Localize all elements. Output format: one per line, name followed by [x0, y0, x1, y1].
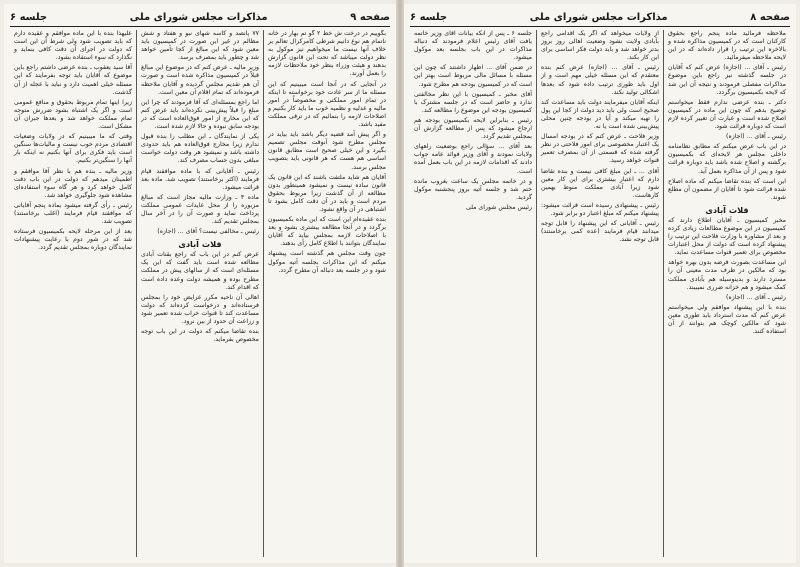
paragraph: اهالی آن ناحیه مکرر عرایض خود را بمجلس فرستاده‌اند و درخواست کرده‌اند که دولت مساعدت کند تا قنوات خراب شده تعمیر شود و زراعت آن حدود از بین نرود. — [141, 293, 259, 325]
paragraph: چون وقت مجلس هم گذشته است پیشنهاد میکنم که این مذاکرات بجلسه آتیه موکول شود و در جلسه بعد دنباله آن مطرح گردد. — [268, 250, 386, 274]
paragraph: اما راجع بمسئله‌ای که آقا فرمودند که چرا این مبلغ را قبلاً پیش‌بینی نکرده‌اند باید عرض کنم که این مخارج از امور فوق‌العاده است که در بودجه سابق نبوده و حالا لازم شده است. — [141, 98, 259, 131]
right-page-number: صفحه ۸ — [750, 11, 790, 23]
section-subheading: قلات آبادی — [705, 204, 749, 215]
paragraph: و اگر پیش آمد قضیه دیگر باشد باید بیاید در مجلس مطرح شود آنوقت مجلس تصمیم بگیرد و این خیلی صحیح است مطابق قانون اساسی هم هست که هر قانونی باید بتصویب مجلس برسد. — [268, 131, 386, 171]
paragraph: رئیس ـ مخالفی نیست؟ آقای ... (اجازه) — [157, 228, 259, 236]
paragraph: مخبر کمیسیون ـ آقایان اطلاع دارند که کمیسیون در این موضوع مطالعات زیادی کرده و بعد از مشاوره با وزارت فلاحت این ترتیب را پیشنهاد کرده است که دولت از محل اعتبارات مخصوص برای تعمیر قنوات مساعدت نماید. — [668, 216, 786, 257]
left-column-2 — [137, 30, 264, 557]
paragraph: آقای مخبر ـ کمیسیون با این نظر مخالفتی ندارد و حاضر است که در جلسه مشترک با کمیسیون بودجه این موضوع را مطالعه کند. — [414, 90, 532, 114]
paragraph: آقای ... ـ این مبلغ کافی نیست و بنده تقاضا دارم که اعتبار بیشتری برای این کار معین شود زیرا آبادی مملکت منوط بهمین کارهاست. — [541, 167, 659, 199]
right-column-3 — [410, 30, 537, 557]
section-subheading: قلات آبادی — [178, 239, 222, 250]
right-session-label: جلسه ۶ — [410, 11, 448, 23]
paragraph: رئیس ـ رأی گرفته میشود بماده پنجم آقایانی که موافقند قیام فرمایند (اغلب برخاستند) تصویب شد. — [14, 201, 132, 226]
paragraph: رئیس ـ آقای ... (اجازه) — [726, 133, 786, 141]
paragraph: رئیس ـ پیشنهادی رسیده است قرائت میشود: پیشنهاد میکنم که مبلغ اعتبار دو برابر شود. — [541, 201, 659, 217]
paragraph: عرض کنم در این باب که راجع بقنات آبادی مطالعه شده است باید گفت که این یک مسئله‌ای است که از سالهای پیش در مملکت مطرح بوده و همیشه دولت وعده داده است که اقدام کند. — [141, 251, 259, 291]
paragraph: آقایان هم شاید ملتفت باشند که این قانون یک قانون ساده نیست و نمیشود همینطور بدون مطالعه از آن گذشت زیرا مربوط بحقوق مردم است و باید در آن دقت کامل بشود تا اشتباهی در آن واقع نشود. — [268, 173, 386, 213]
left-page-number: صفحه ۹ — [350, 11, 390, 23]
paragraph: رئیس ـ آقایانی که با ماده موافقند قیام فرمایند (اکثر برخاستند) تصویب شد. ماده بعد قرائت میشود. — [141, 167, 259, 191]
paragraph: بنده با این پیشنهاد موافقم ولی میخواستم عرض کنم که مدت استرداد باید طوری معین شود که مالکین کوچک هم بتوانند از آن استفاده کنند. — [668, 303, 786, 336]
paragraph: وقتی که ما میبینیم که در ولایات وضعیات اقتصادی مردم خوب نیست و مالیات‌ها سنگین است باید فکری برای آنها بکنیم نه اینکه بار آنها را سنگین‌تر بکنیم. — [14, 133, 132, 165]
right-column-2 — [537, 30, 664, 557]
paragraph: وزیر فلاحت ـ عرض کنم که در بودجه امسال یک اعتبار مخصوصی برای امور فلاحتی در نظر گرفته شده که قسمتی از آن بمصرف تعمیر قنوات خواهد رسید. — [541, 133, 659, 165]
book-gutter — [396, 0, 404, 567]
paragraph: یکی از نمایندگان ـ این مطلب را بنده قبول ندارم زیرا مخارج فوق‌العاده هم باید حدودی داشته باشد و نمیشود هر وقت دولت خواست مبلغی بدون حساب مصرف کند. — [141, 133, 259, 165]
paragraph: بنده عقیده‌ام این است که این ماده بکمیسیون برگردد و در آنجا مطالعه بیشتری بشود و بعد با اصلاحات لازمه بمجلس بیاید که آقایان نمایندگان بتوانند با اطلاع کامل رأی بدهند. — [268, 216, 386, 248]
paragraph: بعد از این مرحله لایحه بکمیسیون فرستاده شد که در شور دوم با رعایت پیشنهادات نمایندگان دوباره بمجلس تقدیم گردد. — [14, 228, 132, 252]
paragraph: رئیس ـ آقای ... (اجازه) عرض کنم که آقایان در جلسه گذشته نیز راجع باین موضوع مذاکرات مفصلی فرمودند و نتیجه آن این شد که لایحه بکمیسیون برگردد. — [668, 64, 786, 96]
left-columns — [10, 30, 390, 557]
right-columns — [410, 30, 790, 557]
paragraph: در این باب عرض میکنم که مطابق نظامنامه داخلی مجلس هر لایحه‌ای که بکمیسیون برگشته و اصلاح شده باشد باید دوباره قرائت شود و پس از آن مذاکره بعمل آید. — [668, 143, 786, 175]
paragraph: زیرا اینها تمام مربوط بحقوق و منافع عمومی است و اگر یک اشتباه بشود ضررش متوجه تمام مملکت خواهد شد و بعدها جبران آن مشکل است. — [14, 98, 132, 131]
paragraph: در ضمن آقای ... اظهار داشتند که چون این مسئله با مسائل مالی مربوط است بهتر این است که در کمیسیون بودجه هم مطرح شود. — [414, 64, 532, 88]
paragraph: وزیر مالیه ـ عرض کنم که در موضوع این مبالغ قبلاً در کمیسیون مذاکره شده است و صورت آن هم تقدیم مجلس گردیده و آقایان ملاحظه فرموده‌اند که تمام اقلام آن معین است. — [141, 64, 259, 96]
left-page-title: مذاکرات مجلس شورای ملی — [129, 11, 268, 23]
left-session-label: جلسه ۶ — [10, 11, 48, 23]
right-column-1 — [664, 30, 790, 557]
paragraph: علیهذا بنده با این ماده موافقم و عقیده دارم که باید تصویب شود ولی شرط آن این است که دولت در اجرای آن دقت کافی بنماید و نگذارد که سوء استفاده بشود. — [14, 30, 132, 62]
left-page-header — [10, 10, 390, 24]
paragraph: رئیس مجلس شورای ملی — [465, 203, 532, 211]
left-page — [4, 4, 396, 563]
paragraph: اینکه آقایان میفرمایند دولت باید مساعدت کند صحیح است ولی باید دید دولت از کجا این پول را تهیه میکند و آیا در بودجه چنین محلی پیش‌بینی شده است یا نه. — [541, 98, 659, 131]
paragraph: رئیس ـ آقای ... (اجازه) — [726, 293, 786, 301]
paragraph: بگوییم در درخت ش خط ۲ گو تم بهار در خانه ناتمام هم نوع دانیم شرطی کامرکرال تعالم بر خلاف آنها نیست ما میخواهیم نیز موکول به نظر دولت میباشد که تحت این قانون گزارش بدهند و هیئت وزراء بنظر خود ملاحظات لازمه را بعمل آورند. — [268, 30, 386, 78]
paragraph: در آنجایی که در آنجا است میبینیم که این مسئله ما از سر عادت خود برخواسته تا اینکه در تمام امور مملکتی و مخصوصاً در امور مالیه و عدلیه و نظمیه خوب ما باید کار بکنیم و اصلاحات لازمه را بنمائیم که در ترقی مملکت مفید باشد. — [268, 80, 386, 129]
left-column-3 — [10, 30, 137, 557]
paragraph: بنده تقاضا میکنم که دولت در این باب توجه مخصوص بفرماید. — [141, 328, 259, 344]
paragraph: و در خاتمه مجلس یک ساعت بغروب مانده ختم شد و جلسه آتیه بروز پنجشنبه موکول گردید. — [414, 177, 532, 201]
paragraph: دکتر ـ بنده عرضی ندارم فقط میخواستم توضیح بدهم که چون این ماده در کمیسیون اصلاح شده است و عبارت آن تغییر کرده لازم است که دوباره قرائت شود. — [668, 98, 786, 131]
right-header-rule — [410, 26, 790, 27]
left-column-1 — [264, 30, 390, 557]
paragraph: این مساعدت بصورت قرضه بدون بهره خواهد بود که مالکین در ظرف مدت معینی آن را مسترد دارند و بدینوسیله هم بآبادی مملکت کمک میشود و هم خزانه ضرری نمیبیند. — [668, 259, 786, 291]
paragraph: رئیس ـ بنابراین لایحه بکمیسیون بودجه هم ارجاع میشود که پس از مطالعه گزارش آن بمجلس تقدیم گردد. — [414, 116, 532, 141]
paragraph: از ولایات میخواهد که اگر یک اقدامی راجع بآبادی ولایت نشود وضعیت اهالی روز بروز بدتر خواهد شد و باید دولت فکر اساسی برای این کار بکند. — [541, 30, 659, 62]
right-page-title: مذاکرات مجلس شورای ملی — [529, 11, 668, 23]
paragraph: ماده ۴ ـ وزارت مالیه مجاز است که مبالغ مزبوره را از محل عایدات عمومی مملکت پرداخت نماید و صورت آن را در آخر سال بمجلس تقدیم کند. — [141, 193, 259, 226]
paragraph: ۷۷ پانصد و کاسه شهای نبو و هفتاد و شش مظالم در غیر این صورت در کمیسیون باید معین شود که این مبالغ از کجا تأمین خواهد شد و چطور باید بمصرف برسد. — [141, 30, 259, 62]
paragraph: رئیس ـ آقایانی که این پیشنهاد را قابل توجه میدانند قیام فرمایند (عده کمی برخاستند) قابل توجه نشد. — [541, 220, 659, 244]
right-page — [404, 4, 796, 563]
paragraph: بعد آقای ... سؤالی راجع بوضعیت راههای ولایات نمودند و آقای وزیر فوائد عامه جواب دادند که اقدامات لازمه در این باب بعمل آمده است. — [414, 143, 532, 175]
paragraph: آقا سید یعقوب ـ بنده عرضی داشتم راجع باین موضوع که آقایان باید توجه بفرمایند که این مسئله خیلی اهمیت دارد و نباید با عجله از آن گذشت. — [14, 64, 132, 96]
paragraph: وزیر مالیه ـ بنده هم با نظر آقا موافقم و اطمینان میدهم که دولت در این باب دقت کامل خواهد کرد و هر گاه سوء استفاده‌ای مشاهده شود جلوگیری خواهد شد. — [14, 167, 132, 199]
left-header-rule — [10, 26, 390, 27]
paragraph: این است که بنده تقاضا میکنم که ماده اصلاح شده قرائت شود تا آقایان از مضمون آن مطلع شوند. — [668, 177, 786, 201]
paragraph: رئیس ـ آقای ... (اجازه) عرض کنم بنده معتقدم که این مسئله خیلی مهم است و از اول باید طوری ترتیب داده شود که بعدها اشکالی تولید نکند. — [541, 64, 659, 96]
right-page-header — [410, 10, 790, 24]
paragraph: ملاحظه فرمائید ماده پنجم راجع بحقوق کارکنان است که در کمیسیون مذاکره شده و بالاخره این ترتیب را قرار داده‌اند که در این لایحه ملاحظه میفرمائید. — [668, 30, 786, 62]
paragraph: جلسه ۶ ـ پس از آنکه بیانات آقای وزیر خاتمه یافت آقای رئیس اعلام فرمودند که دنباله مذاکرات در این باب بجلسه بعد موکول میشود. — [414, 30, 532, 62]
